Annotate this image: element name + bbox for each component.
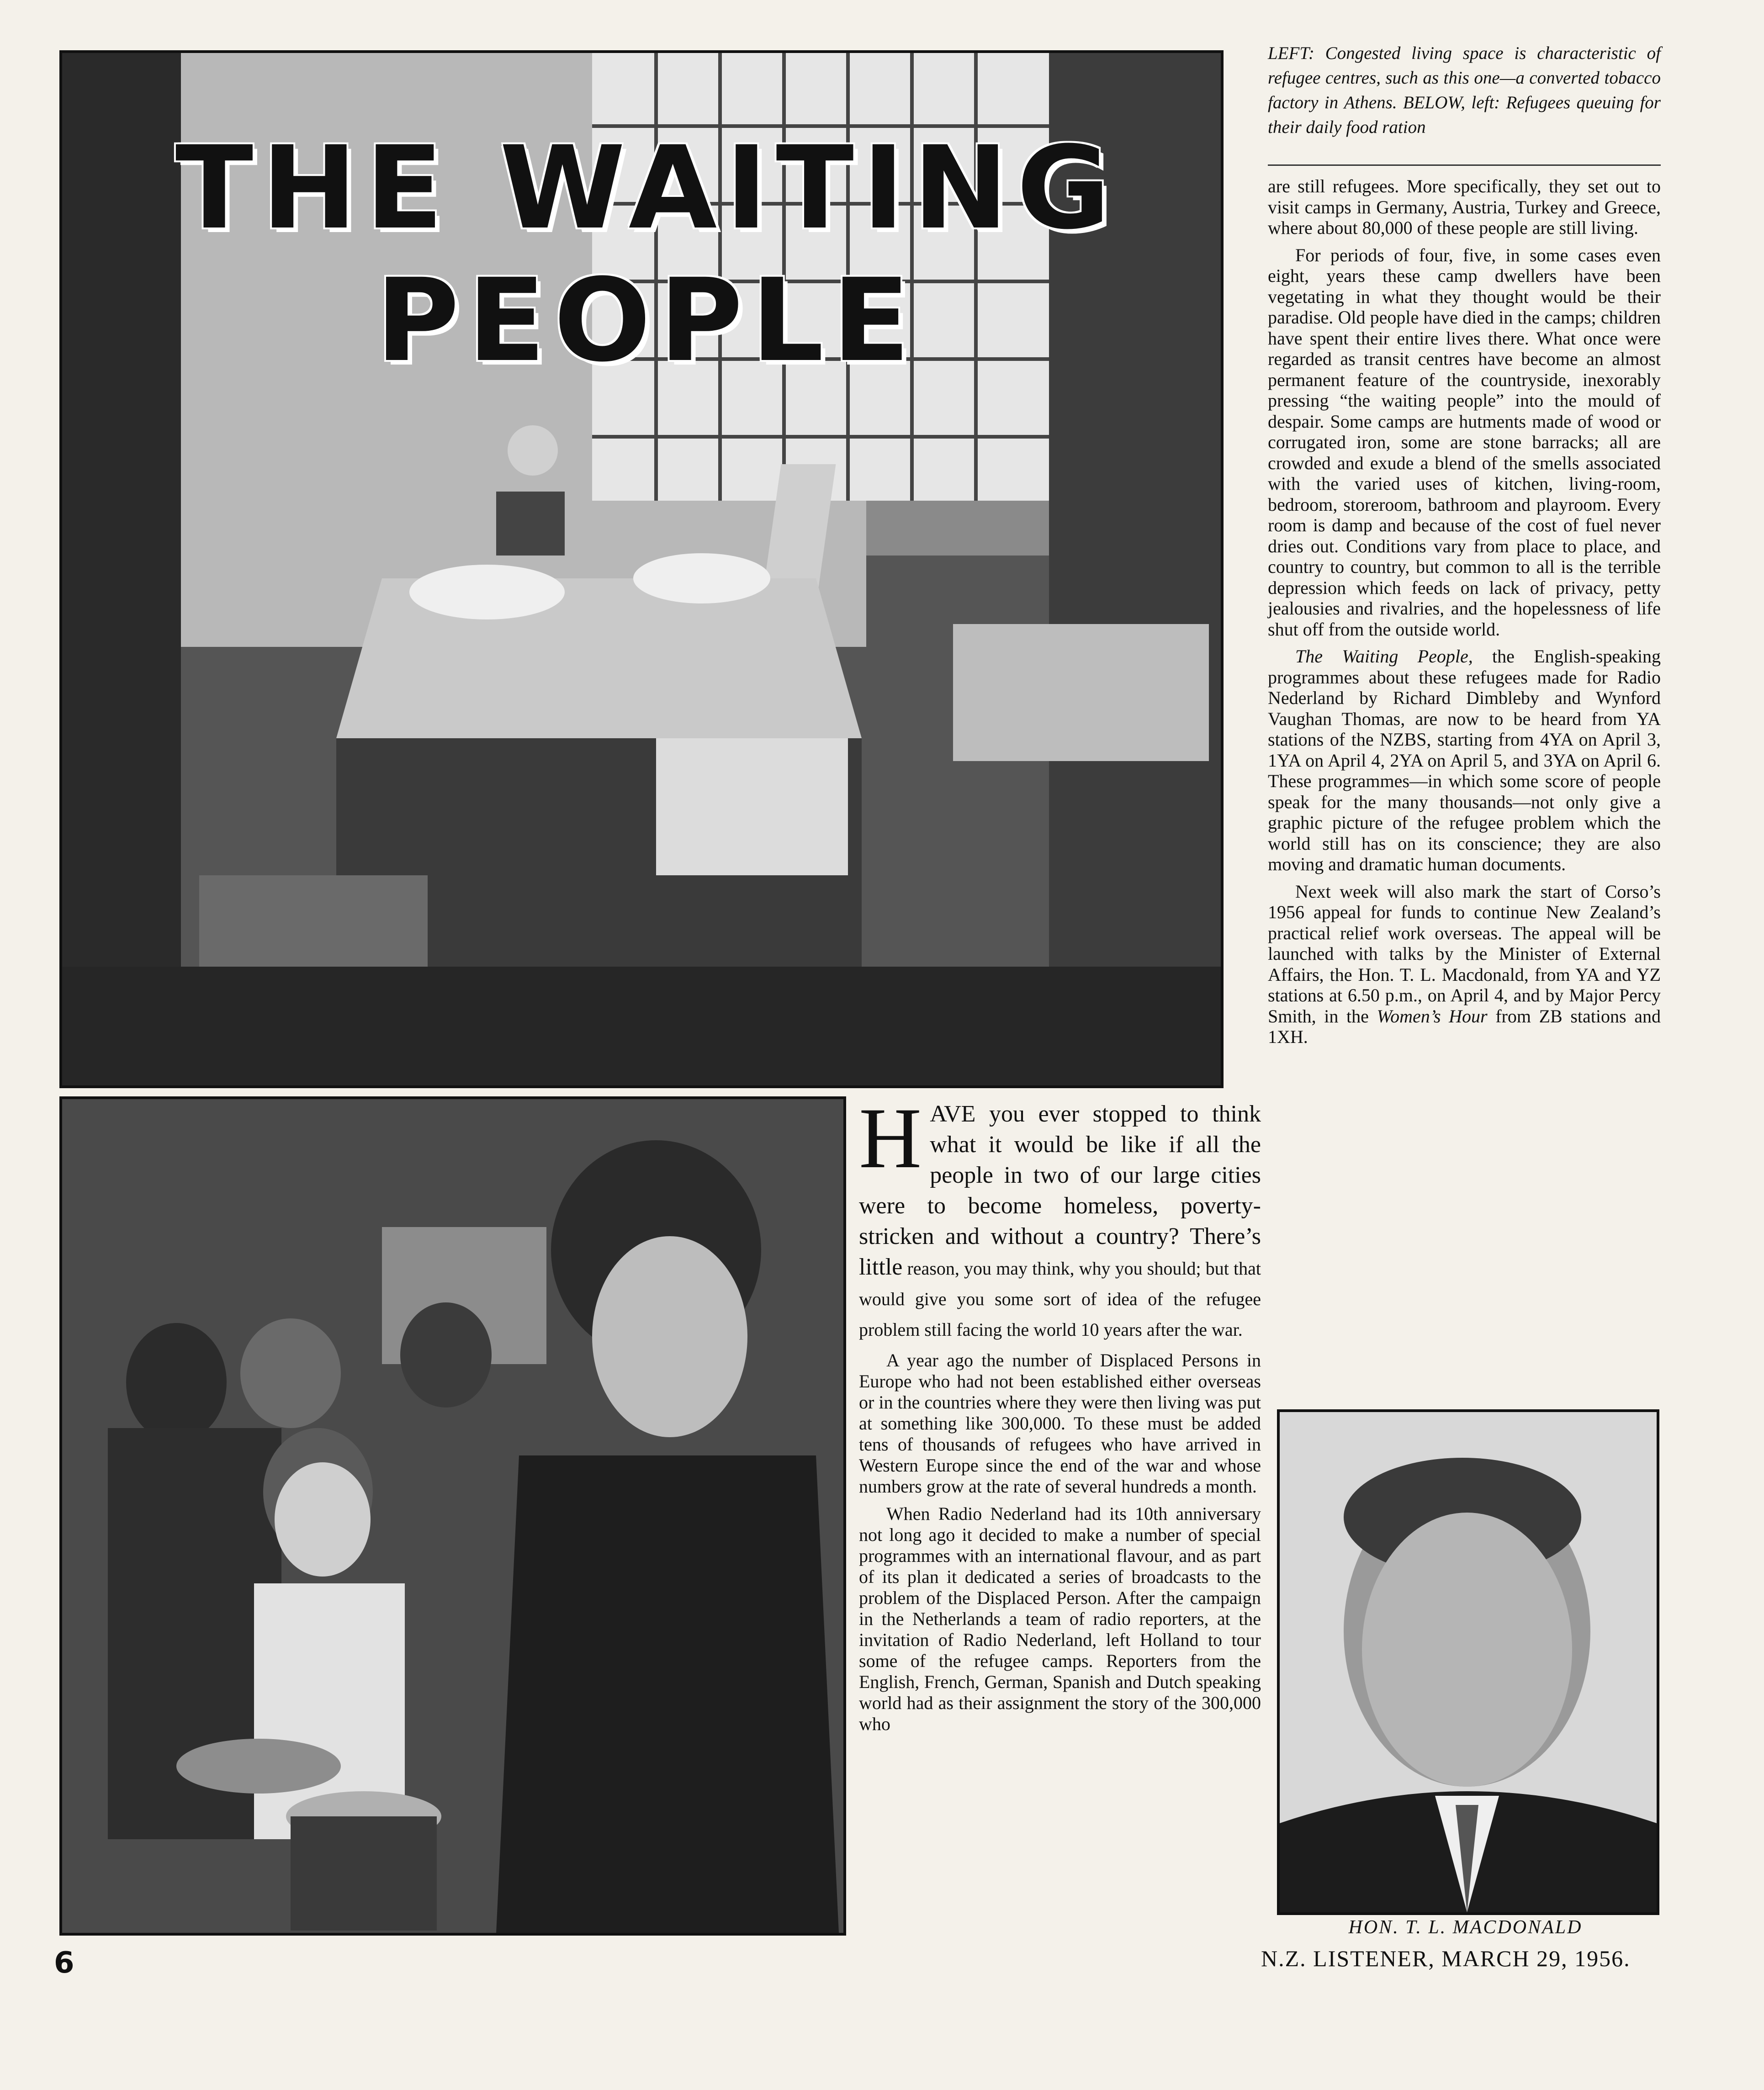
photo-caption: LEFT: Congested living space is characteristic of refugee centres, such as this one—a converted tobacco factory in Athens. BELOW, left: Refugees queuing for their daily food ration bbox=[1268, 43, 1661, 137]
lead-paragraph bbox=[859, 1090, 1261, 1344]
programme-title: The Waiting People, bbox=[1295, 646, 1473, 667]
drop-cap: H bbox=[859, 1090, 922, 1186]
programme-title: Women’s Hour bbox=[1377, 1005, 1488, 1026]
paragraph bbox=[1268, 646, 1661, 875]
paragraph bbox=[1268, 881, 1661, 1048]
publication-issue: N.Z. LISTENER, MARCH 29, 1956. bbox=[1261, 1946, 1631, 1971]
portrait-illustration bbox=[1280, 1412, 1657, 1912]
middle-column bbox=[859, 1090, 1261, 1741]
headline-line-1: THE WAITING bbox=[175, 122, 1119, 254]
caption-divider bbox=[1268, 164, 1661, 166]
page-number: 6 bbox=[54, 1946, 74, 1980]
paragraph: When Radio Nederland had its 10th anniversary not long ago it decided to make a number of special programmes with an international flavour, and as part of its plan it dedicated a series of broadcasts to the problem of the Displaced Person. After the campaign in the Netherlands a team of radio reporters, at the invitation of Radio Nederland, left Holland to tour some of the refugee camps. Reporters from the English, French, German, Spanish and Dutch speaking world had as their assignment the story of the 300,000 who bbox=[859, 1503, 1261, 1734]
food-queue-photo bbox=[59, 1096, 846, 1936]
lead-text: AVE you ever stopped to think what it would be like if all the people in two of our large cities were to become homeless, poverty-stricken and without a country? There’s little bbox=[859, 1101, 1261, 1280]
refugee-room-photo bbox=[59, 50, 1224, 1088]
food-queue-illustration bbox=[62, 1099, 843, 1933]
portrait-caption: HON. T. L. MACDONALD bbox=[1348, 1917, 1583, 1938]
paragraph: A year ago the number of Displaced Persons in Europe who had not been established either overseas or in the countries where they were then living was put at something like 300,000. To these must be added tens of thousands of refugees who have arrived in Western Europe since the end of the war and whose numbers grow at the rate of several hundreds a month. bbox=[859, 1350, 1261, 1497]
paragraph: are still refugees. More specifically, they set out to visit camps in Germany, Austria, Turkey and Greece, where about 80,000 of these people are still living. bbox=[1268, 176, 1661, 238]
right-column bbox=[1268, 176, 1661, 1054]
lead-continuation: reason, you may think, why you should; but that would give you some sort of idea of the refugee problem still facing the world 10 years after the war. bbox=[859, 1258, 1261, 1340]
paragraph-text: Next week will also mark the start of Corso’s 1956 appeal for funds to continue New Zealand’s practical relief work overseas. The appeal will be launched with talks by the Minister of External Affairs, the Hon. T. L. Macdonald, from YA and YZ stations at 6.50 p.m., on April 4, and by Major Percy Smith, in the bbox=[1268, 881, 1661, 1026]
macdonald-portrait-photo bbox=[1277, 1409, 1659, 1915]
paragraph: For periods of four, five, in some cases even eight, years these camp dwellers have been vegetating in what they thought would be their paradise. Old people have died in the camps; children have spent their entire lives there. What once were regarded as transit centres have become an almost permanent feature of the countryside, inexorably pressing “the waiting people” into the mould of despair. Some camps are hutments made of wood or corrugated iron, some are stone barracks; all are crowded and exude a blend of the smells associated with the varied uses of kitchen, living-room, bedroom, storeroom, bathroom and playroom. Every room is damp and because of the cost of fuel never dries out. Conditions vary from place to place, and country to country, but common to all is the terrible depression which feeds on lack of privacy, petty jealousies and rivalries, and the hopelessness of life shut off from the outside world. bbox=[1268, 244, 1661, 640]
headline-line-2: PEOPLE bbox=[376, 254, 918, 387]
paragraph-text: from ZB stations and 1XH. bbox=[1268, 1005, 1661, 1047]
paragraph-text: the English-speaking programmes about these refugees made for Radio Nederland by Richard Dimbleby and Wynford Vaughan Thomas, are now to be heard from YA stations of the NZBS, starting from 4YA on April 3, 1YA on April 4, 2YA on April 5, and 3YA on April 6. These programmes—in which some score of people speak for the many thousands—not only give a graphic picture of the refugee problem which the world still has on its conscience; they are also moving and dramatic human documents. bbox=[1268, 646, 1661, 874]
